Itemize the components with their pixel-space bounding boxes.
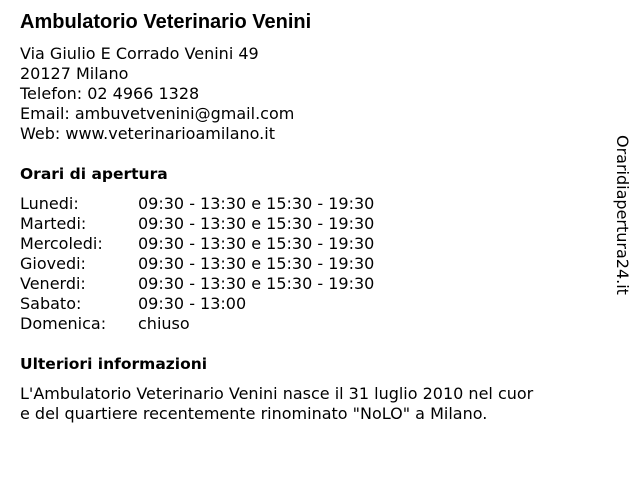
- business-name: Ambulatorio Veterinario Venini: [20, 11, 312, 33]
- day-label: Lunedi:: [20, 194, 79, 213]
- time-value: 09:30 - 13:30 e 15:30 - 19:30: [138, 234, 375, 253]
- day-label: Venerdi:: [20, 274, 86, 293]
- day-label: Domenica:: [20, 314, 107, 333]
- contact-block: [20, 44, 294, 144]
- time-value: 09:30 - 13:30 e 15:30 - 19:30: [138, 214, 375, 233]
- info-text: [20, 384, 620, 424]
- day-label: Giovedi:: [20, 254, 86, 273]
- day-label: Mercoledi:: [20, 234, 103, 253]
- day-label: Sabato:: [20, 294, 82, 313]
- info-heading: Ulteriori informazioni: [20, 355, 208, 373]
- time-value: 09:30 - 13:30 e 15:30 - 19:30: [138, 194, 375, 213]
- email-line: Email: ambuvetvenini@gmail.com: [20, 104, 295, 123]
- time-value: 09:30 - 13:30 e 15:30 - 19:30: [138, 274, 375, 293]
- phone-line: Telefon: 02 4966 1328: [20, 84, 200, 103]
- day-label: Martedi:: [20, 214, 87, 233]
- web-line: Web: www.veterinarioamilano.it: [20, 124, 275, 143]
- time-value: 09:30 - 13:30 e 15:30 - 19:30: [138, 254, 375, 273]
- info-line: e del quartiere recentemente rinominato "NoLO" a Milano.: [20, 404, 488, 423]
- address-city: 20127 Milano: [20, 64, 129, 83]
- time-value: chiuso: [138, 314, 190, 333]
- time-value: 09:30 - 13:00: [138, 294, 247, 313]
- address-street: Via Giulio E Corrado Venini 49: [20, 44, 259, 63]
- hours-heading: Orari di apertura: [20, 165, 168, 183]
- site-watermark: Oraridiapertura24.it: [613, 135, 632, 295]
- info-line: L'Ambulatorio Veterinario Venini nasce il 31 luglio 2010 nel cuor: [20, 384, 534, 403]
